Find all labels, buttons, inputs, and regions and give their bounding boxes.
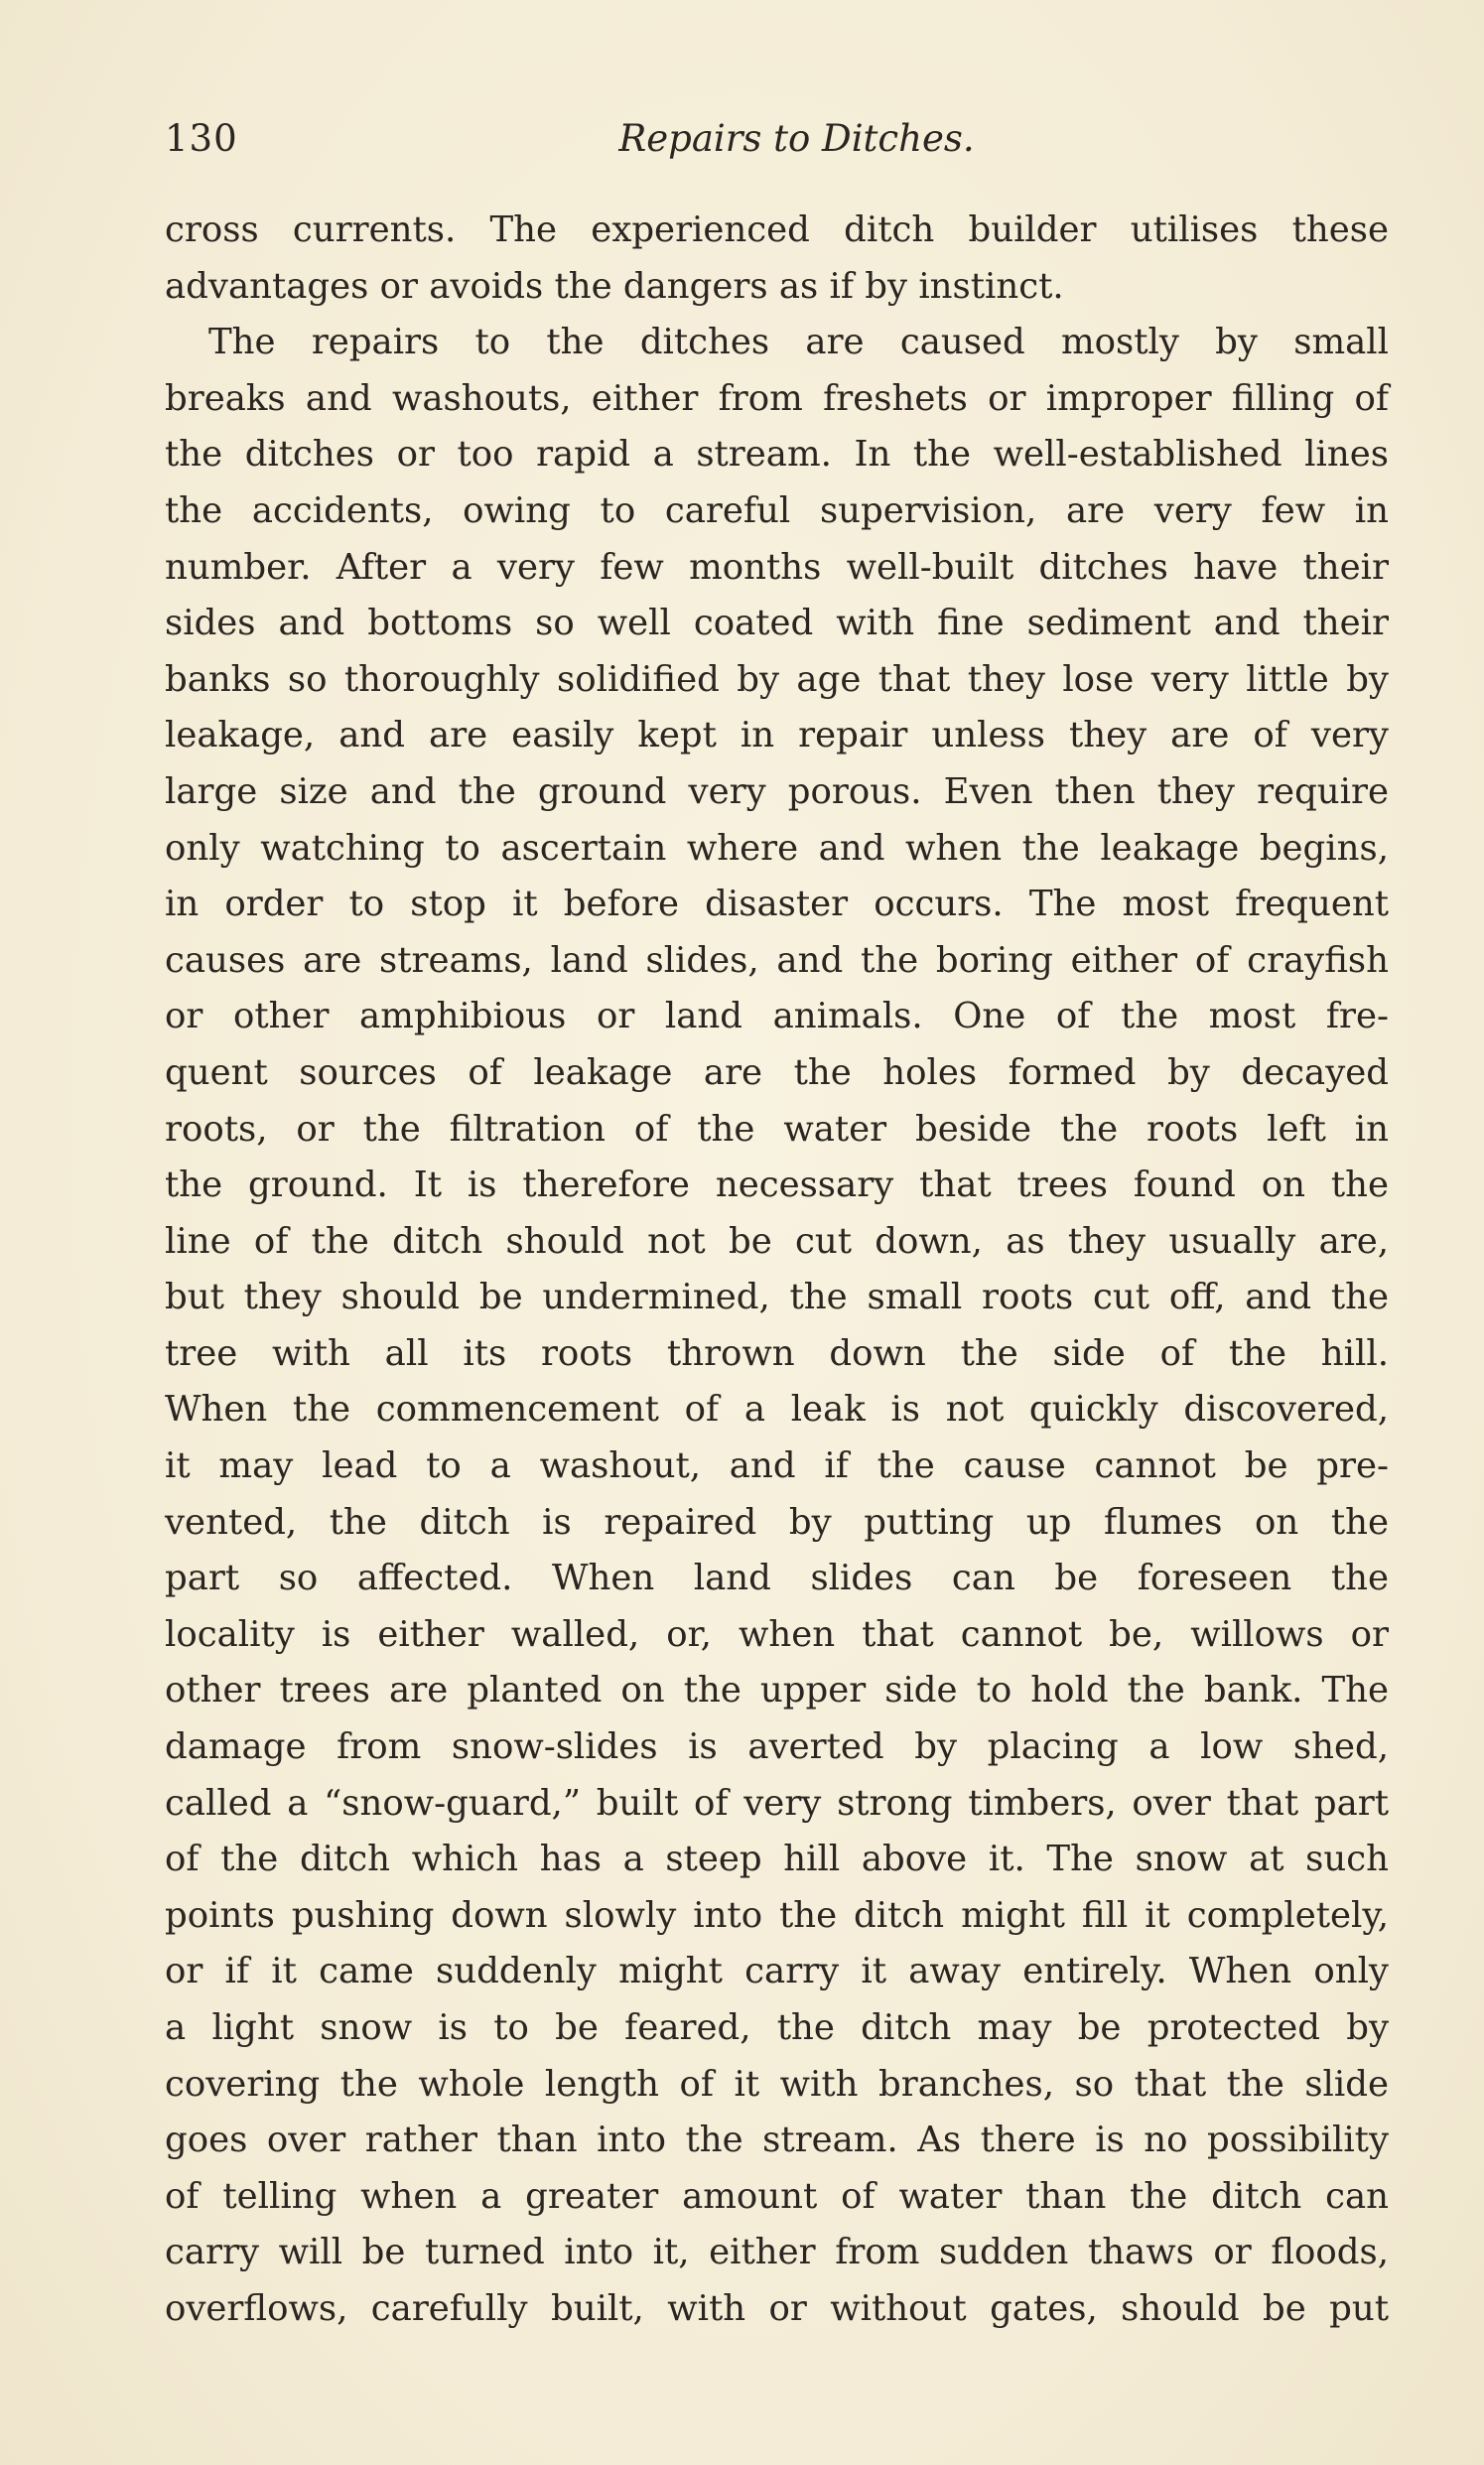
text-line: part so affected. When land slides can be foreseen the [165,1558,1389,1599]
text-line: sides and bottoms so well coated with fine sediment and their [165,603,1389,644]
text-line: breaks and washouts, either from freshets or improper filling of [165,377,1389,419]
text-line: leakage, and are easily kept in repair unless they are of very [165,715,1389,756]
text-line: or if it came suddenly might carry it away entirely. When only [165,1951,1389,1992]
text-line: it may lead to a washout, and if the cause cannot be pre- [165,1445,1389,1487]
text-line: covering the whole length of it with branches, so that the slide [165,2063,1389,2105]
text-line: damage from snow-slides is averted by placing a low shed, [165,1726,1389,1768]
text-line: large size and the ground very porous. Even then they require [165,770,1389,812]
text-line: line of the ditch should not be cut down, as they usually are, [165,1220,1389,1262]
text-line: a light snow is to be feared, the ditch may be protected by [165,2007,1389,2048]
text-line: points pushing down slowly into the ditch might fill it completely, [165,1894,1389,1936]
text-line: cross currents. The experienced ditch builder utilises these [165,209,1389,250]
text-line: The repairs to the ditches are caused mostly by small [208,322,1389,363]
text-line: banks so thoroughly solidified by age that they lose very little by [165,658,1389,700]
text-line: When the commencement of a leak is not quickly discovered, [165,1389,1389,1431]
running-title: Repairs to Ditches. [618,117,975,160]
text-line: number. After a very few months well-built ditches have their [165,546,1389,588]
text-line: roots, or the filtration of the water beside the roots left in [165,1108,1389,1150]
text-line: called a “snow-guard,” built of very strong timbers, over that part [165,1782,1389,1824]
text-line: advantages or avoids the dangers as if by instinct. [165,265,1064,307]
running-head [165,117,1389,177]
text-line: other trees are planted on the upper side to hold the bank. The [165,1670,1389,1712]
text-line: of telling when a greater amount of water than the ditch can [165,2175,1389,2217]
text-line: quent sources of leakage are the holes formed by decayed [165,1051,1389,1093]
page-number: 130 [165,117,238,160]
text-line: the ditches or too rapid a stream. In the well-established lines [165,434,1389,476]
text-line: in order to stop it before disaster occurs. The most frequent [165,884,1389,925]
text-line: locality is either walled, or, when that cannot be, willows or [165,1613,1389,1655]
text-line: only watching to ascertain where and when the leakage begins, [165,827,1389,869]
text-line: the ground. It is therefore necessary that trees found on the [165,1164,1389,1206]
text-line: but they should be undermined, the small roots cut off, and the [165,1277,1389,1318]
body-text [165,203,1389,2338]
text-line: of the ditch which has a steep hill above it. The snow at such [165,1839,1389,1880]
text-line: goes over rather than into the stream. As there is no possibility [165,2120,1389,2161]
text-line: overflows, carefully built, with or without gates, should be put [165,2287,1389,2329]
text-line: vented, the ditch is repaired by putting up flumes on the [165,1501,1389,1543]
text-line: tree with all its roots thrown down the side of the hill. [165,1332,1389,1374]
text-line: causes are streams, land slides, and the boring either of crayfish [165,939,1389,981]
text-line: or other amphibious or land animals. One of the most fre- [165,996,1389,1037]
text-line: the accidents, owing to careful supervision, are very few in [165,489,1389,531]
text-line: carry will be turned into it, either from sudden thaws or floods, [165,2232,1389,2273]
